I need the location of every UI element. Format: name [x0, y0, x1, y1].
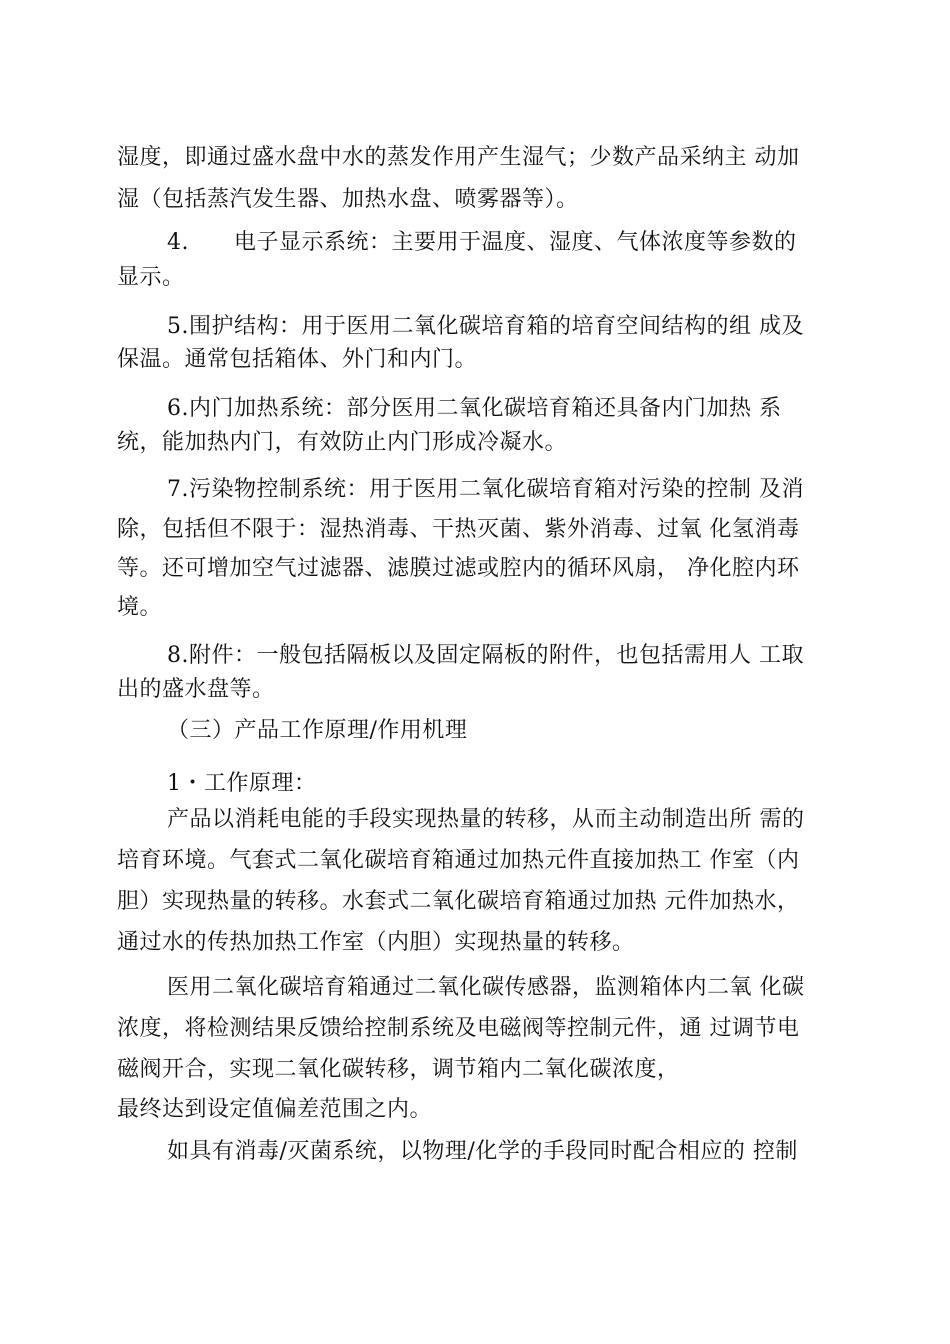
paragraph-line: 出的盛水盘等。 — [117, 677, 275, 702]
paragraph-line: 产品以消耗电能的手段实现热量的转移，从而主动制造出所 需的 — [167, 807, 805, 832]
section-heading: （三）产品工作原理/作用机理 — [167, 718, 468, 743]
list-item-6: 6.内门加热系统：部分医用二氧化碳培育箱还具备内门加热 系 — [167, 396, 782, 421]
paragraph-line: 培育环境。气套式二氧化碳培育箱通过加热元件直接加热工 作室（内 — [117, 848, 800, 873]
paragraph-line: 磁阀开合，实现二氧化碳转移，调节箱内二氧化碳浓度， — [117, 1057, 680, 1082]
paragraph-line: 境。 — [117, 595, 163, 620]
paragraph-line: 湿度，即通过盛水盘中水的蒸发作用产生湿气；少数产品采纳主 动加 — [117, 145, 800, 170]
list-item-5: 5.围护结构：用于医用二氧化碳培育箱的培育空间结构的组 成及 — [167, 314, 804, 339]
paragraph-line: 湿（包括蒸汽发生器、加热水盘、喷雾器等）。 — [117, 187, 579, 212]
paragraph-line: 保温。通常包括箱体、外门和内门。 — [117, 347, 478, 372]
list-item-4: 4. 电子显示系统：主要用于温度、湿度、气体浓度等参数的 — [167, 230, 797, 255]
paragraph-line: 统，能加热内门，有效防止内门形成冷凝水。 — [117, 430, 568, 455]
paragraph-line: 最终达到设定值偏差范围之内。 — [117, 1097, 433, 1122]
paragraph-line: 显示。 — [117, 265, 185, 290]
paragraph-line: 医用二氧化碳培育箱通过二氧化碳传感器，监测箱体内二氧 化碳 — [167, 975, 805, 1000]
paragraph-line: 胆）实现热量的转移。水套式二氧化碳培育箱通过加热 元件加热水， — [117, 889, 800, 914]
paragraph-line: 等。还可增加空气过滤器、滤膜过滤或腔内的循环风扇， 净化腔内环 — [117, 556, 800, 581]
paragraph-line: 通过水的传热加热工作室（内胆）实现热量的转移。 — [117, 930, 635, 955]
paragraph-line: 如具有消毒/灭菌系统，以物理/化学的手段同时配合相应的 控制 — [167, 1139, 798, 1164]
list-item-7: 7.污染物控制系统：用于医用二氧化碳培育箱对污染的控制 及消 — [167, 477, 804, 502]
paragraph-line: 浓度，将检测结果反馈给控制系统及电磁阀等控制元件，通 过调节电 — [117, 1016, 800, 1041]
subsection-heading: 1・工作原理： — [167, 771, 317, 796]
list-item-8: 8.附件：一般包括隔板以及固定隔板的附件，也包括需用人 工取 — [167, 643, 804, 668]
paragraph-line: 除，包括但不限于：湿热消毒、干热灭菌、紫外消毒、过氧 化氢消毒 — [117, 517, 800, 542]
